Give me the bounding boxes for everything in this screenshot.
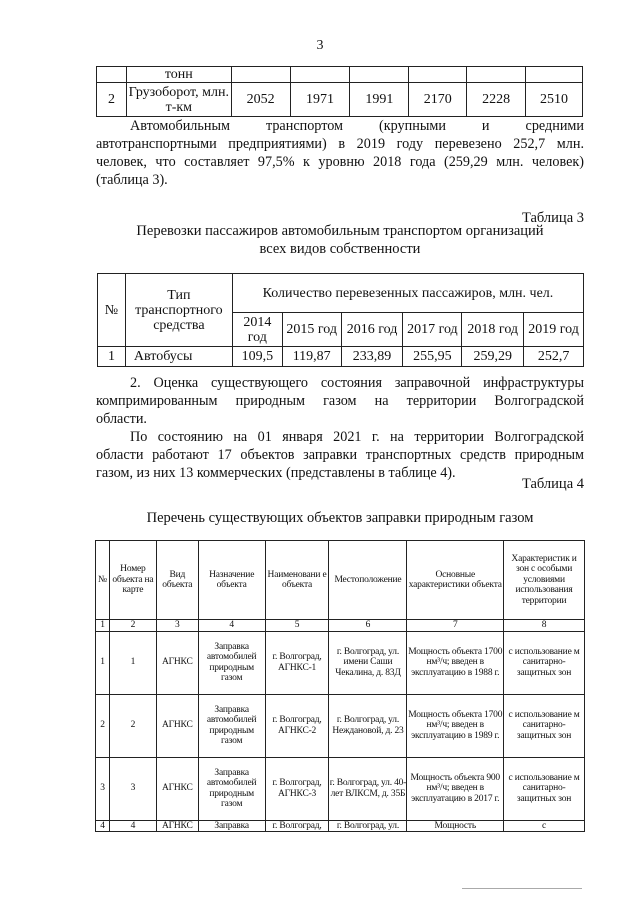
column-header: № [96,541,110,620]
column-header: Характеристик и зон с особыми условиями использования территории [504,541,585,620]
table4-title: Перечень существующих объектов заправки природным газом [146,510,534,526]
table-cell: 119,87 [282,347,341,367]
column-header: № [98,274,126,347]
table-cell: Грузоборот, млн. т-км [126,83,231,117]
paragraph-objects: По состоянию на 01 января 2021 г. на территории Волгоградской области работают 17 объектов заправки транспортных средств природным газом, из них 13 коммерческих (представлены в таблице 4). [96,429,584,481]
column-header: Местоположение [329,541,407,620]
table-cell: 2228 [467,83,526,117]
year-header: 2019 год [524,313,584,347]
passenger-table [97,273,584,367]
page-number: 3 [316,38,324,53]
table-cell: 1971 [290,83,350,117]
table-cell: 1991 [350,83,409,117]
table-row: 3 3 АГНКС Заправка автомобилей природным газом г. Волгоград, АГНКС-3 г. Волгоград, ул. 40-лет ВЛКСМ, д. 35Б Мощность объекта 900 нм³/ч; введен в эксплуатацию в 2017 г. с использование м санитарно-защитных зон [96,757,585,820]
column-number-row: 1 2 3 4 5 6 7 8 [96,620,585,632]
year-header: 2018 год [462,313,524,347]
year-header: 2016 год [341,313,403,347]
column-header: Наименовани е объекта [265,541,329,620]
table-cell [97,67,127,83]
table-row: 4 4 АГНКС Заправка г. Волгоград, г. Волгоград, ул. Мощность с [96,820,585,832]
column-header: Количество перевезенных пассажиров, млн. чел. [232,274,583,313]
table-cell: 109,5 [232,347,282,367]
freight-table [96,66,583,117]
table-cell: Автобусы [125,347,232,367]
table-cell: 233,89 [341,347,403,367]
table-row [97,83,583,117]
table-row [98,347,584,367]
scan-mark [462,888,582,889]
column-header: Назначение объекта [198,541,265,620]
table3-title: Перевозки пассажиров автомобильным транспортом организаций всех видов собственности [136,223,544,257]
column-header: Номер объекта на карте [109,541,156,620]
table-cell: 2 [97,83,127,117]
column-header: Вид объекта [156,541,198,620]
year-header: 2017 год [403,313,462,347]
stations-table [95,540,585,832]
year-header: 2014 год [232,313,282,347]
table-cell: 2510 [526,83,583,117]
table-header-row [98,274,584,313]
column-header: Основные характеристики объекта [407,541,504,620]
table-row: 1 1 АГНКС Заправка автомобилей природным газом г. Волгоград, АГНКС-1 г. Волгоград, ул. имени Саши Чекалина, д. 83Д Мощность объекта 1700 нм³/ч; введен в эксплуатацию в 1988 г. с использование м санитарно-защитных зон [96,631,585,694]
table-cell: 1 [98,347,126,367]
paragraph-assessment: 2. Оценка существующего состояния заправочной инфраструктуры компримированным природным газом на территории Волгоградской области. [96,375,584,427]
table-cell: 2170 [409,83,467,117]
table4-label: Таблица 4 [521,476,584,492]
table3-label: Таблица 3 [521,210,584,226]
table-header-row [96,541,585,620]
table-row: 2 2 АГНКС Заправка автомобилей природным газом г. Волгоград, АГНКС-2 г. Волгоград, ул. Неждановой, д. 23 Мощность объекта 1700 нм³/ч; введен в эксплуатацию в 1989 г. с использование м санитарно-защитных зон [96,694,585,757]
column-header: Тип транспортного средства [125,274,232,347]
paragraph-transport: Автомобильным транспортом (крупными и средними автотранспортными предприятиями) в 2019 году перевезено 252,7 млн. человек, что составляет 97,5% к уровню 2018 года (259,29 млн. человек) (таблица 3). [96,118,584,188]
table-cell: 2052 [231,83,290,117]
table-row [97,67,583,83]
table-cell: 259,29 [462,347,524,367]
table-cell: 255,95 [403,347,462,367]
year-header: 2015 год [282,313,341,347]
table-cell: тонн [126,67,231,83]
table-cell: 252,7 [524,347,584,367]
